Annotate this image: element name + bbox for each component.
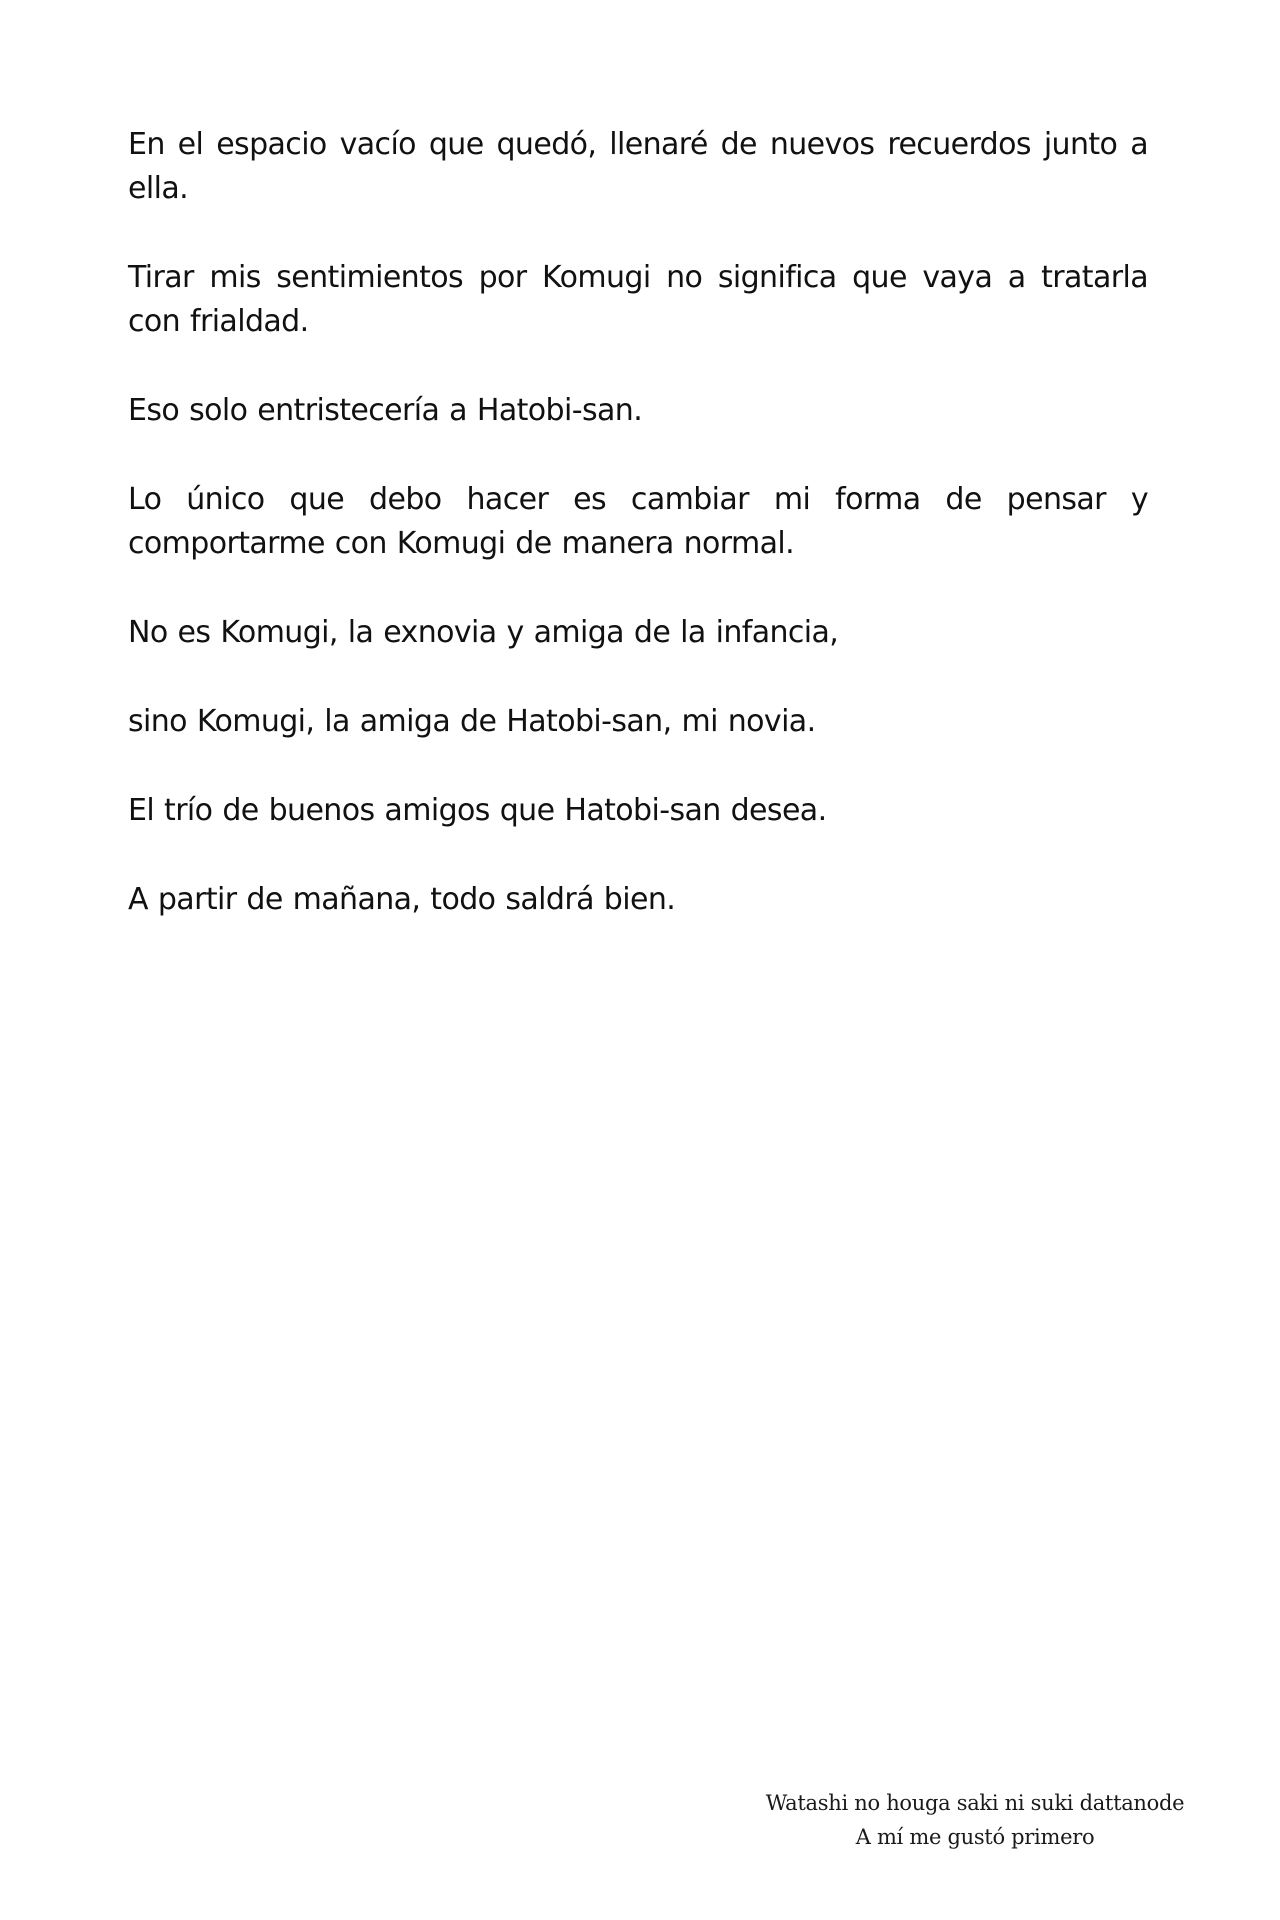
paragraph: Tirar mis sentimientos por Komugi no significa que vaya a tratarla con frialdad. <box>128 260 1148 339</box>
paragraph: No es Komugi, la exnovia y amiga de la infancia, <box>128 615 839 650</box>
paragraph: Lo único que debo hacer es cambiar mi forma de pensar y comportarme con Komugi de manera normal. <box>128 482 1148 561</box>
document-body <box>128 123 1148 967</box>
paragraph: En el espacio vacío que quedó, llenaré de nuevos recuerdos junto a ella. <box>128 127 1148 206</box>
paragraph: A partir de mañana, todo saldrá bien. <box>128 882 676 917</box>
footer-title-spanish: A mí me gustó primero <box>855 1825 1095 1849</box>
page-footer <box>740 1786 1210 1854</box>
paragraph: sino Komugi, la amiga de Hatobi-san, mi novia. <box>128 704 816 739</box>
paragraph: El trío de buenos amigos que Hatobi-san desea. <box>128 793 827 828</box>
footer-title-romaji: Watashi no houga saki ni suki dattanode <box>765 1791 1185 1815</box>
paragraph: Eso solo entristecería a Hatobi-san. <box>128 393 643 428</box>
